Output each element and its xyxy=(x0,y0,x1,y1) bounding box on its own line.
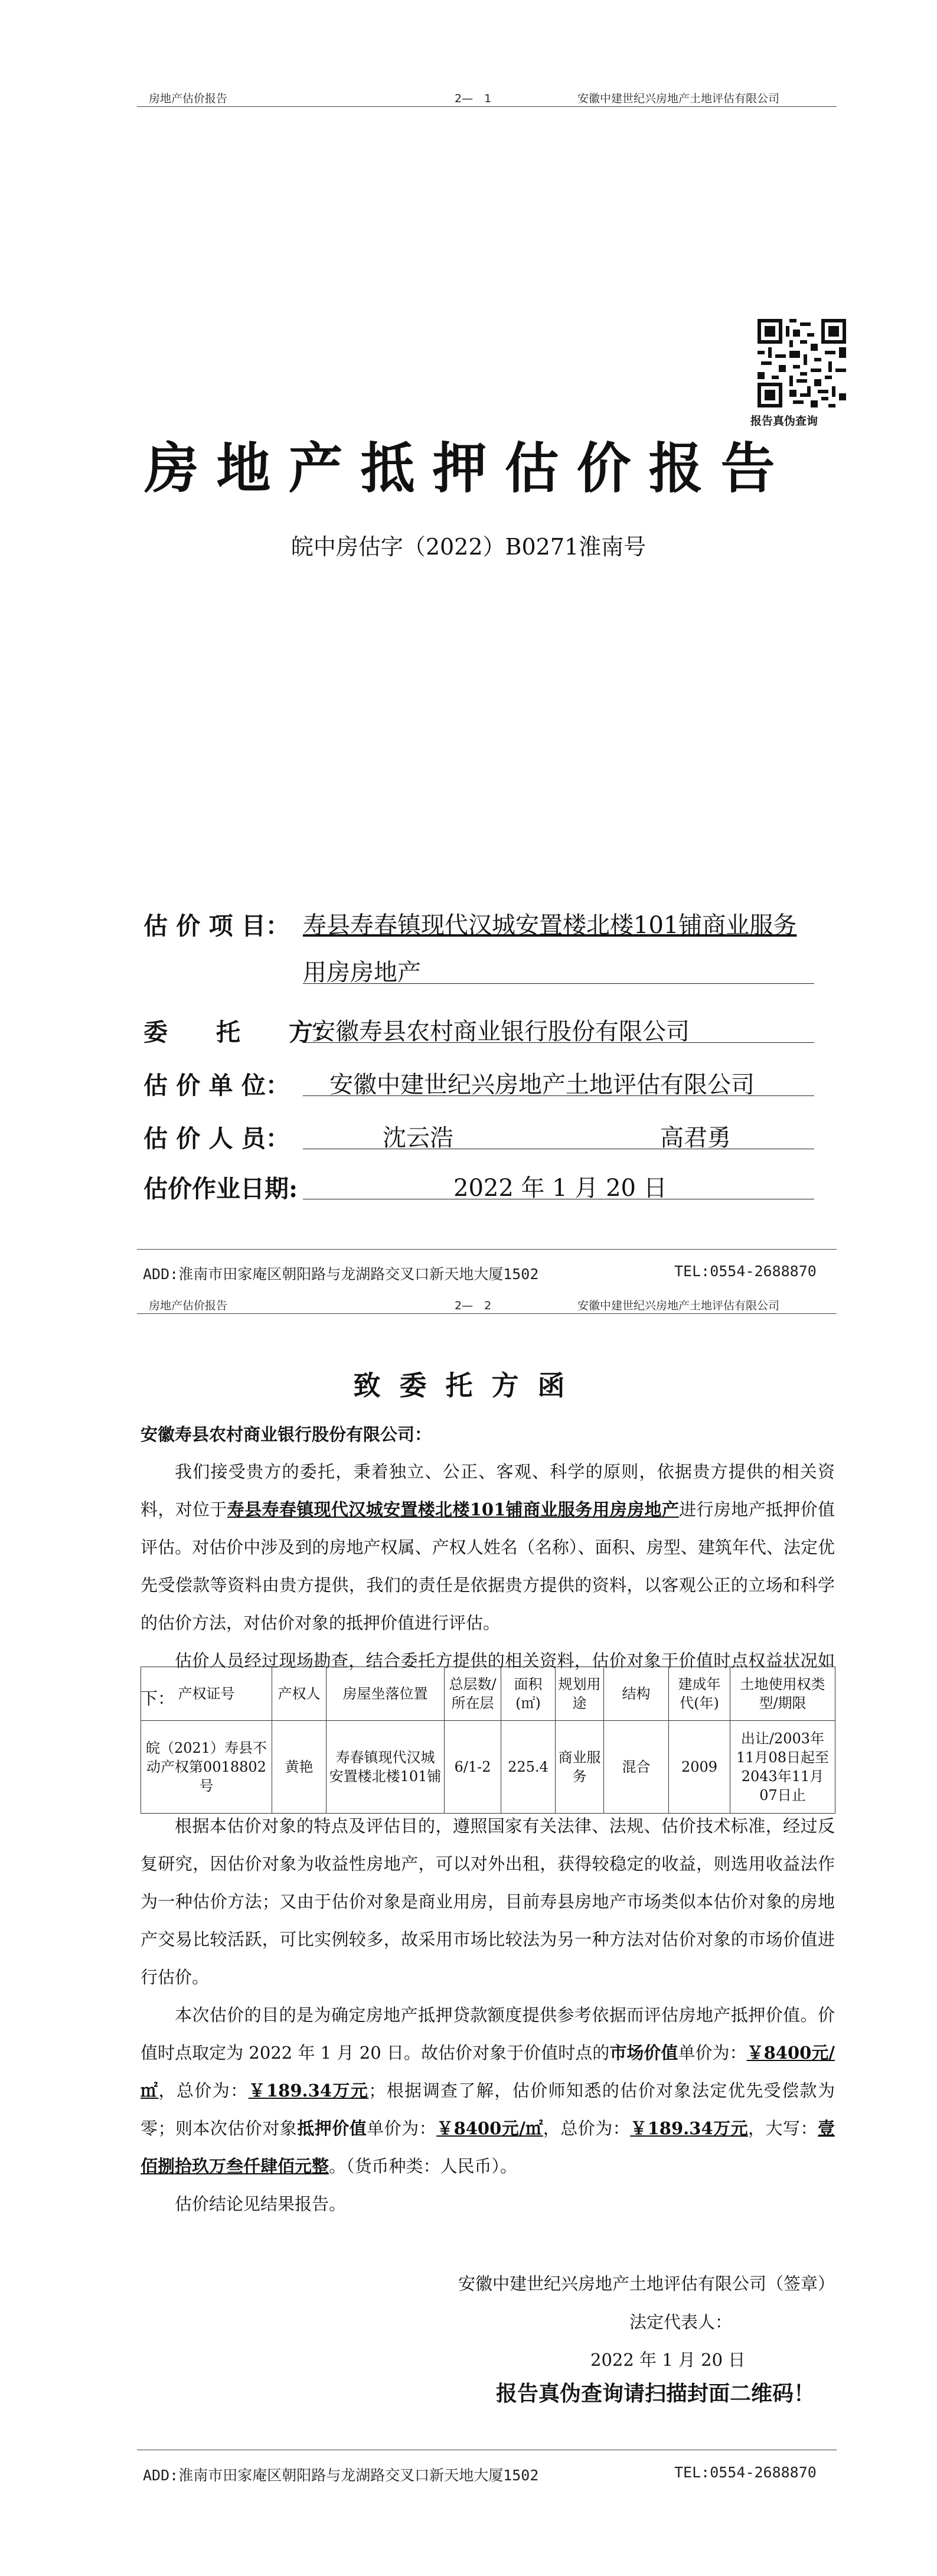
market-unit-price: ￥8400元/㎡ xyxy=(141,2043,835,2101)
letter-title: 致委托方函 xyxy=(353,1369,584,1401)
table-header: 建成年代(年) xyxy=(669,1667,730,1721)
table-header: 土地使用权类型/期限 xyxy=(730,1667,835,1721)
table-header: 产权人 xyxy=(272,1667,327,1721)
table-cell: 黄艳 xyxy=(272,1721,327,1814)
signoff-company: 安徽中建世纪兴房地产土地评估有限公司（签章） xyxy=(458,2274,835,2294)
client-value: 安徽寿县农村商业银行股份有限公司 xyxy=(312,1018,690,1045)
table-header: 总层数/所在层 xyxy=(445,1667,501,1721)
project-value-line2: 用房房地产 xyxy=(303,959,421,986)
staff-name-1: 沈云浩 xyxy=(383,1124,453,1152)
table-header: 结构 xyxy=(604,1667,669,1721)
letter-body-2 xyxy=(141,1807,835,2223)
verify-note: 报告真伪查询请扫描封面二维码！ xyxy=(496,2381,815,2406)
paragraph-4: 本次估价的目的是为确定房地产抵押贷款额度提供参考依据而评估房地产抵押价值。价值时点取定为 2022 年 1 月 20 日。故估价对象于价值时点的市场价值单价为：￥8400元/㎡，总价为：￥189.34万元；根据调查了解，估价师知悉的估价对象法定优先受偿款为零；则本次估价对象抵押价值单价为：￥8400元/㎡，总价为：￥189.34万元，大写：壹佰捌拾玖万叁仟肆佰元整。（货币种类：人民币）。 xyxy=(141,2005,835,2176)
header-right: 安徽中建世纪兴房地产土地评估有限公司 xyxy=(577,1299,780,1312)
header-left: 房地产估价报告 xyxy=(149,92,228,105)
table-cell: 皖（2021）寿县不动产权第0018802号 xyxy=(141,1721,272,1814)
table-cell: 商业服务 xyxy=(556,1721,604,1814)
staff-label: 估 价 人 员： xyxy=(143,1124,290,1153)
signoff-representative: 法定代表人： xyxy=(629,2312,733,2332)
qr-code-icon xyxy=(758,319,846,407)
property-name: 寿县寿春镇现代汉城安置楼北楼101铺商业服务用房房地产 xyxy=(227,1499,680,1519)
paragraph-1: 我们接受贵方的委托，秉着独立、公正、客观、科学的原则，依据贵方提供的相关资料，对位于寿县寿春镇现代汉城安置楼北楼101铺商业服务用房房地产进行房地产抵押价值评估。对估价中涉及到的房地产权属、产权人姓名（名称）、面积、房型、建筑年代、法定优先受偿款等资料由贵方提供，我们的责任是依据贵方提供的资料，以客观公正的立场和科学的估价方法，对估价对象的抵押价值进行评估。 xyxy=(141,1462,835,1633)
appraiser-label: 估 价 单 位： xyxy=(143,1071,290,1100)
table-header: 规划用途 xyxy=(556,1667,604,1721)
header-rule xyxy=(137,1313,837,1314)
footer-rule xyxy=(137,1249,837,1250)
report-number: 皖中房估字（2022）B0271淮南号 xyxy=(290,534,647,560)
project-underline xyxy=(303,983,814,984)
footer-address: ADD:淮南市田家庵区朝阳路与龙湖路交叉口新天地大厦1502 xyxy=(143,1266,539,1283)
letter-addressee: 安徽寿县农村商业银行股份有限公司： xyxy=(141,1424,432,1444)
client-label: 委 托 方： xyxy=(143,1018,337,1046)
paragraph-2: 估价人员经过现场勘查，结合委托方提供的相关资料，估价对象于价值时点权益状况如下： xyxy=(141,1651,835,1708)
appraiser-underline xyxy=(303,1095,814,1096)
paragraph-5: 估价结论见结果报告。 xyxy=(175,2194,347,2214)
appraiser-value: 安徽中建世纪兴房地产土地评估有限公司 xyxy=(329,1071,755,1098)
table-cell: 混合 xyxy=(604,1721,669,1814)
footer-address: ADD:淮南市田家庵区朝阳路与龙湖路交叉口新天地大厦1502 xyxy=(143,2467,539,2484)
report-title: 房地产抵押估价报告 xyxy=(144,436,793,500)
project-label: 估 价 项 目： xyxy=(143,912,290,940)
footer-tel: TEL:0554-2688870 xyxy=(674,1263,817,1280)
footer-tel: TEL:0554-2688870 xyxy=(674,2464,817,2481)
mortgage-total-price: ￥189.34万元 xyxy=(630,2118,749,2138)
header-right: 安徽中建世纪兴房地产土地评估有限公司 xyxy=(577,92,780,105)
header-left: 房地产估价报告 xyxy=(149,1299,228,1312)
header-rule xyxy=(137,106,837,107)
table-cell: 225.4 xyxy=(501,1721,556,1814)
table-cell: 2009 xyxy=(669,1721,730,1814)
qr-caption: 报告真伪查询 xyxy=(750,415,818,428)
paragraph-3: 根据本估价对象的特点及评估目的，遵照国家有关法律、法规、估价技术标准，经过反复研究，因估价对象为收益性房地产，可以对外出租，获得较稳定的收益，则选用收益法作为一种估价方法；又由于估价对象是商业用房，目前寿县房地产市场类似本估价对象的房地产交易比较活跃，可比实例较多，故采用市场比较法为另一种方法对估价对象的市场价值进行估价。 xyxy=(141,1816,835,1987)
table-cell: 寿春镇现代汉城安置楼北楼101铺 xyxy=(327,1721,445,1814)
table-header: 面积(㎡) xyxy=(501,1667,556,1721)
project-value-line1: 寿县寿春镇现代汉城安置楼北楼101铺商业服务 xyxy=(303,912,797,939)
header-page-number: 2— 1 xyxy=(455,92,492,105)
date-value: 2022 年 1 月 20 日 xyxy=(453,1175,667,1202)
table-header: 产权证号 xyxy=(141,1667,272,1721)
table-cell: 出让/2003年11月08日起至2043年11月07日止 xyxy=(730,1721,835,1814)
table-cell: 6/1-2 xyxy=(445,1721,501,1814)
total-in-words: 壹佰捌拾玖万叁仟肆佰元整 xyxy=(141,2118,835,2176)
signoff-date: 2022 年 1 月 20 日 xyxy=(590,2350,746,2370)
staff-name-2: 高君勇 xyxy=(660,1124,731,1152)
date-label: 估价作业日期: xyxy=(143,1175,298,1203)
table-header: 房屋坐落位置 xyxy=(327,1667,445,1721)
mortgage-unit-price: ￥8400元/㎡ xyxy=(436,2118,543,2138)
header-page-number: 2— 2 xyxy=(455,1299,492,1312)
property-table xyxy=(141,1667,835,1814)
table-header-row xyxy=(141,1667,835,1721)
client-underline xyxy=(303,1042,814,1043)
market-total-price: ￥189.34万元 xyxy=(248,2081,369,2101)
table-row xyxy=(141,1721,835,1814)
